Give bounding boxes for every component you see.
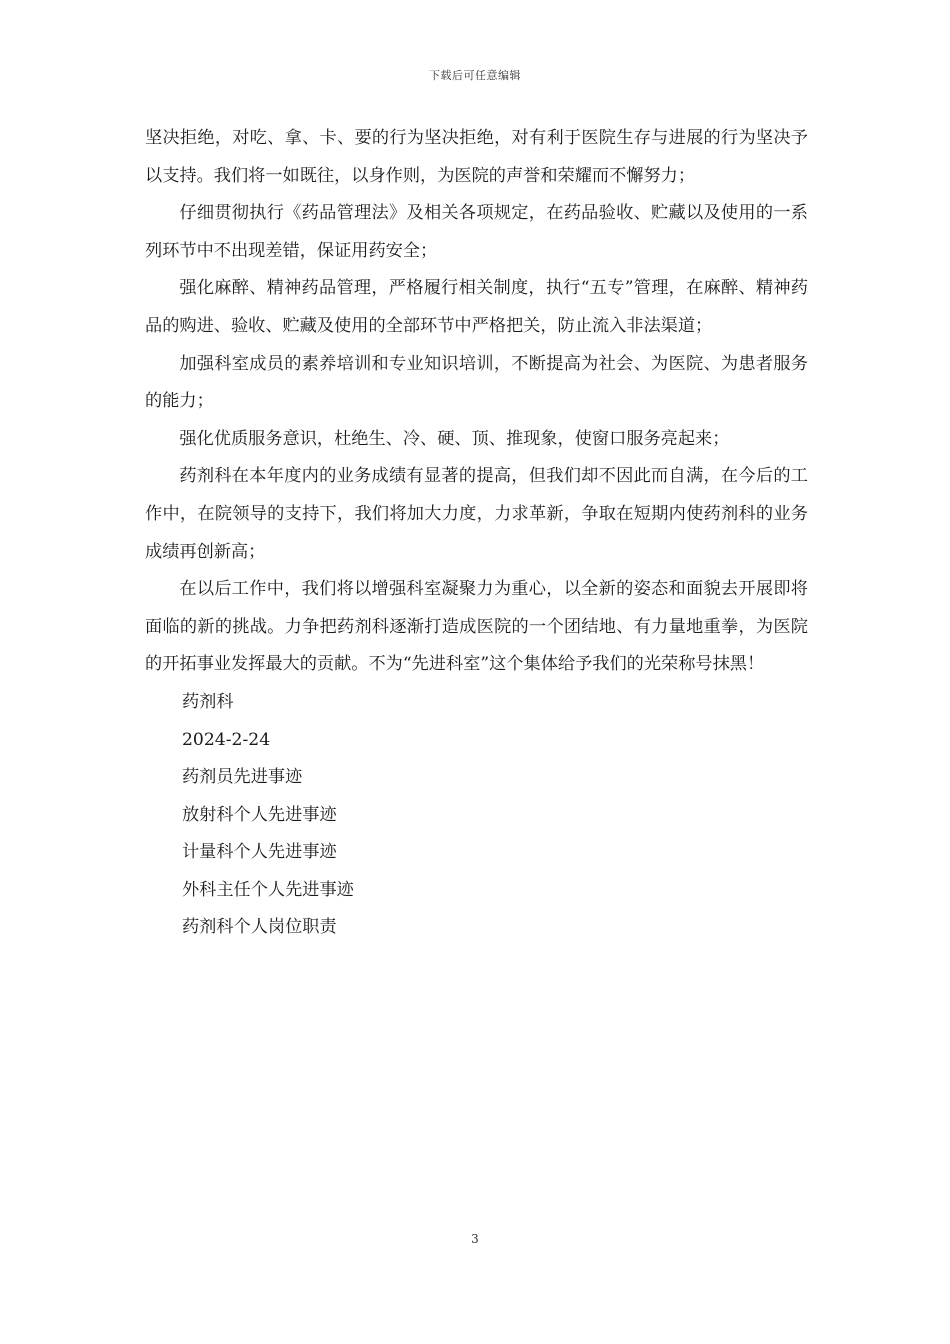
related-link[interactable]: 药剂科个人岗位职责 — [181, 917, 337, 938]
paragraph: 强化优质服务意识，杜绝生、冷、硬、顶、推现象，使窗口服务亮起来； — [179, 428, 730, 449]
paragraph: 仔细贯彻执行《药品管理法》及相关各项规定，在药品验收、贮藏以及使用的一系列环节中不出现差错，保证用药安全； — [145, 203, 808, 261]
signature-department: 药剂科 — [181, 691, 234, 712]
paragraph: 强化麻醉、精神药品管理，严格履行相关制度，执行“五专”管理，在麻醉、精神药品的购进、验收、贮藏及使用的全部环节中严格把关，防止流入非法渠道； — [145, 278, 808, 336]
related-link[interactable]: 计量科个人先进事迹 — [181, 842, 337, 863]
related-link[interactable]: 药剂员先进事迹 — [181, 767, 303, 788]
paragraph: 加强科室成员的素养培训和专业知识培训，不断提高为社会、为医院、为患者服务的能力； — [145, 353, 808, 412]
related-link[interactable]: 放射科个人先进事迹 — [181, 804, 337, 825]
signature-date: 2024-2-24 — [181, 729, 271, 750]
paragraph: 坚决拒绝，对吃、拿、卡、要的行为坚决拒绝，对有利于医院生存与进展的行为坚决予以支持。我们将一如既往，以身作则，为医院的声誉和荣耀而不懈努力； — [145, 128, 808, 186]
related-link[interactable]: 外科主任个人先进事迹 — [181, 879, 354, 900]
page-header: 下载后可任意编辑 — [429, 69, 521, 82]
paragraph: 药剂科在本年度内的业务成绩有显著的提高，但我们却不因此而自满，在今后的工作中，在院领导的支持下，我们将加大力度，力求革新，争取在短期内使药剂科的业务成绩再创新高； — [145, 466, 808, 562]
document-body — [145, 120, 808, 947]
paragraph: 在以后工作中，我们将以增强科室凝聚力为重心，以全新的姿态和面貌去开展即将面临的新的挑战。力争把药剂科逐渐打造成医院的一个团结地、有力量地重拳，为医院的开拓事业发挥最大的贡献。不为“先进科室”这个集体给予我们的光荣称号抹黑！ — [145, 579, 808, 675]
page-number: 3 — [471, 1232, 479, 1246]
